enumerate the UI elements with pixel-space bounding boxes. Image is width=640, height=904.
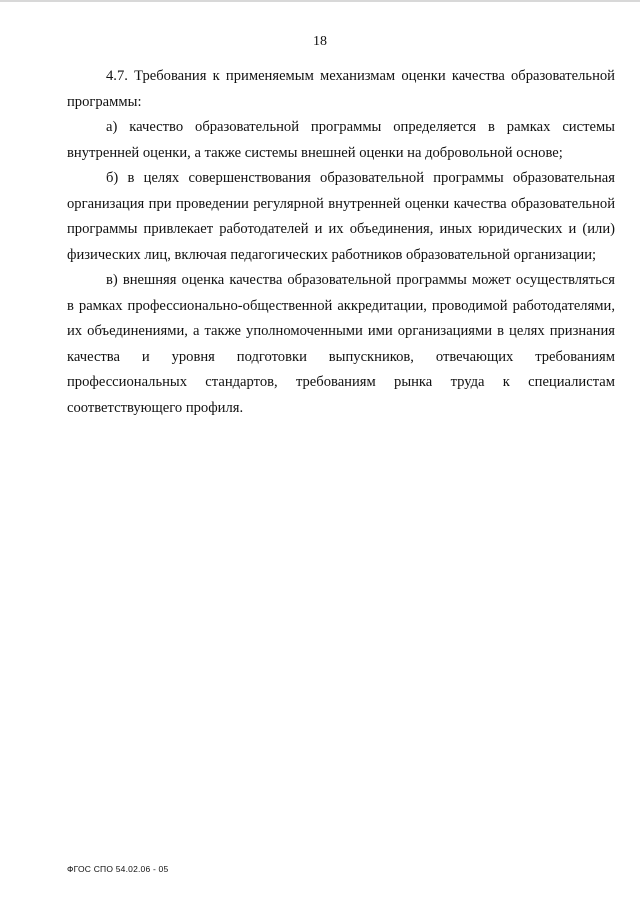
paragraph-item-b: б) в целях совершенствования образовательной программы образовательная организация при проведении регулярной внутренней оценки качества образовательной программы привлекает работодателей и их объединения, иных юридических и (или) физических лиц, включая педагогических работников образовательной организации; <box>67 170 615 263</box>
page-number: 18 <box>313 34 327 49</box>
paragraph-item-v: в) внешняя оценка качества образовательной программы может осуществляться в рамках профессионально-общественной аккредитации, проводимой работодателями, их объединениями, а также уполномоченными ими организациями в целях признания качества и уровня подготовки выпускников, отвечающих требованиям профессиональных стандартов, требованиям рынка труда к специалистам соответствующего профиля. <box>67 272 615 416</box>
paragraph-4-7: 4.7. Требования к применяемым механизмам оценки качества образовательной программы: <box>67 68 615 110</box>
paragraph-item-a: а) качество образовательной программы определяется в рамках системы внутренней оценки, а также системы внешней оценки на добровольной основе; <box>67 119 615 161</box>
scan-edge-line <box>0 0 640 2</box>
footer-document-code: ФГОС СПО 54.02.06 - 05 <box>67 864 169 874</box>
document-body <box>67 64 615 421</box>
